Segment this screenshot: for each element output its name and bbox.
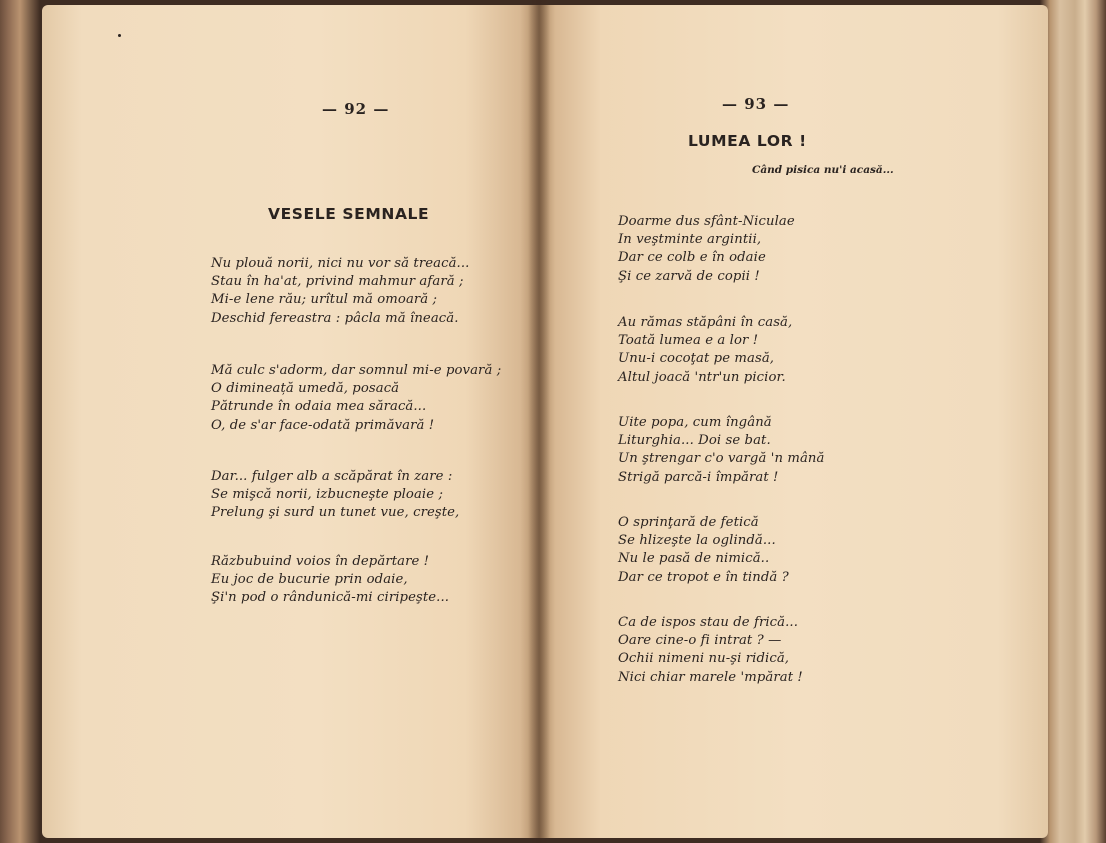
verse-line: Eu joc de bucurie prin odaie, [211, 572, 408, 588]
stanza [211, 468, 459, 523]
verse-line: Nu plouă norii, nici nu vor să treacă... [211, 256, 470, 271]
verse-line: Şi'n pod o rândunică-mi ciripeşte... [211, 590, 450, 606]
stanza [618, 414, 824, 487]
verse-line: Dar ce tropot e în tindă ? [618, 569, 789, 585]
right-page [540, 5, 1048, 838]
verse-line: Pătrunde în odaia mea săracă... [211, 399, 427, 415]
verse-line: Se hlizeşte la oglindă... [618, 533, 776, 549]
page-number-right: — 93 — [722, 95, 790, 113]
verse-line: Un ştrengar c'o vargă 'n mână [618, 451, 825, 467]
verse-line: Dar... fulger alb a scăpărat în zare : [211, 469, 453, 484]
verse-line: Nici chiar marele 'mpărat ! [618, 669, 803, 685]
verse-line: Deschid fereastra : pâcla mă îneacă. [211, 310, 459, 326]
stanza [211, 362, 501, 435]
verse-line: Răzbubuind voios în depărtare ! [211, 554, 430, 569]
verse-line: Oare cine-o fi intrat ? — [618, 633, 782, 649]
epigraph: Când pisica nu'i acasă... [752, 164, 894, 176]
stanza [618, 514, 789, 587]
verse-line: Şi ce zarvă de copii ! [618, 268, 760, 284]
verse-line: Nu le pasă de nimică.. [618, 551, 770, 567]
verse-line: O dimineață umedă, posacă [211, 381, 400, 397]
verse-line: O, de s'ar face-odată primăvară ! [211, 417, 435, 433]
verse-line: O sprinţară de fetică [618, 515, 759, 530]
verse-line: Mi-e lene rău; urîtul mă omoară ; [211, 292, 438, 308]
stanza [618, 314, 792, 387]
stanza [618, 614, 803, 687]
verse-line: Au rămas stăpâni în casă, [618, 315, 793, 330]
poem-title-left: VESELE SEMNALE [268, 205, 430, 223]
verse-line: Strigă parcă-i împărat ! [618, 469, 779, 485]
verse-line: Uite popa, cum îngână [618, 415, 772, 430]
verse-line: Doarme dus sfânt-Niculae [618, 214, 795, 229]
verse-line: Toată lumea e a lor ! [618, 333, 759, 349]
verse-line: Ochii nimeni nu-şi ridică, [618, 651, 790, 667]
poem-title-right: LUMEA LOR ! [688, 132, 807, 150]
verse-line: Stau în ha'at, privind mahmur afară ; [211, 274, 464, 290]
verse-line: Prelung şi surd un tunet vue, creşte, [211, 505, 460, 521]
verse-line: Ca de ispos stau de frică... [618, 615, 798, 630]
ink-speck [118, 34, 121, 37]
verse-line: Altul joacă 'ntr'un picior. [618, 369, 786, 385]
stanza [211, 255, 469, 328]
stanza [618, 213, 795, 286]
stanza [211, 553, 449, 608]
verse-line: Mă culc s'adorm, dar somnul mi-e povară ; [211, 363, 502, 378]
verse-line: Dar ce colb e în odaie [618, 250, 766, 266]
left-page [42, 5, 540, 838]
verse-line: In veştminte argintii, [618, 232, 762, 248]
verse-line: Unu-i cocoţat pe masă, [618, 351, 775, 367]
verse-line: Liturghia... Doi se bat. [618, 433, 771, 449]
verse-line: Se mişcă norii, izbucneşte ploaie ; [211, 487, 443, 503]
page-number-left: — 92 — [322, 100, 390, 118]
book-spine-shadow [528, 0, 550, 843]
